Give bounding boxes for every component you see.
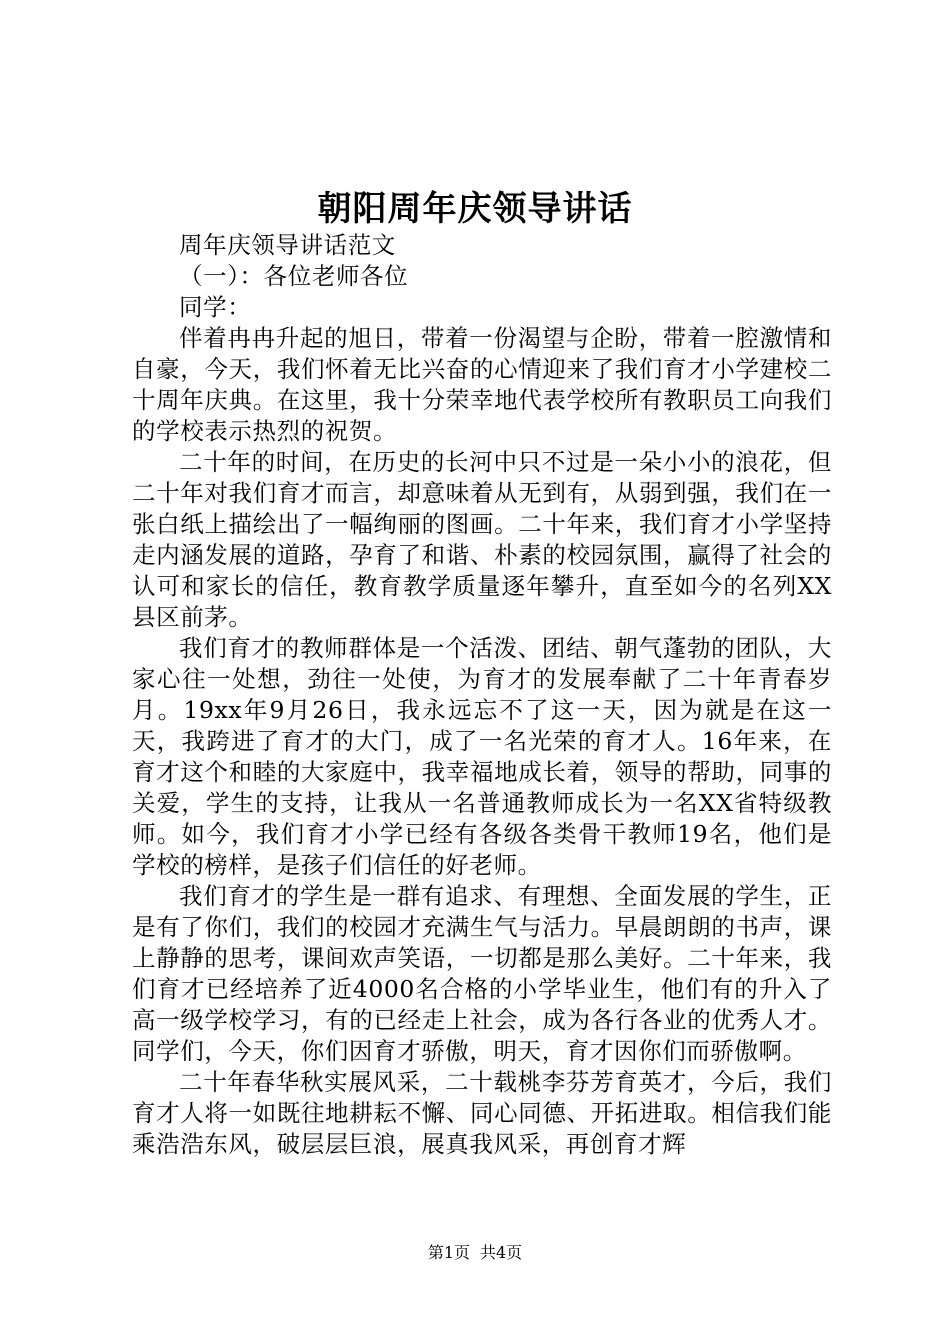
paragraph: 二十年春华秋实展风采，二十载桃李芬芳育英才，今后，我们育才人将一如既往地耕耘不懈、同心同德、开拓进取。相信我们能乘浩浩东风，破层层巨浪，展真我风采，再创育才辉 xyxy=(132,1068,832,1158)
paragraph: 周年庆领导讲话范文 xyxy=(179,231,396,259)
paragraph: 我们育才的学生是一群有追求、有理想、全面发展的学生，正是有了你们，我们的校园才充满生气与活力。早晨朗朗的书声，课上静静的思考，课间欢声笑语，一切都是那么美好。二十年来，我们育才已经培养了近4000名合格的小学毕业生，他们有的升入了高一级学校学习，有的已经走上社会，成为各行各业的优秀人才。同学们，今天，你们因育才骄傲，明天，育才因你们而骄傲啊。 xyxy=(132,882,832,1065)
document-title: 朝阳周年庆领导讲话 xyxy=(317,189,633,229)
page-footer xyxy=(0,1242,950,1264)
paragraph: 伴着冉冉升起的旭日，带着一份渴望与企盼，带着一腔激情和自豪，今天，我们怀着无比兴奋的心情迎来了我们育才小学建校二十周年庆典。在这里，我十分荣幸地代表学校所有教职员工向我们的学校表示热烈的祝贺。 xyxy=(132,324,832,445)
paragraph: 同学： xyxy=(179,293,252,321)
document-body xyxy=(132,230,832,1160)
paragraph: 我们育才的教师群体是一个活泼、团结、朝气蓬勃的团队，大家心往一处想，劲往一处使，为育才的发展奉献了二十年青春岁月。19xx年9月26日，我永远忘不了这一天，因为就是在这一天，我跨进了育才的大门，成了一名光荣的育才人。16年来，在育才这个和睦的大家庭中，我幸福地成长着，领导的帮助，同事的关爱，学生的支持，让我从一名普通教师成长为一名XX省特级教师。如今，我们育才小学已经有各级各类骨干教师19名，他们是学校的榜样，是孩子们信任的好老师。 xyxy=(132,634,832,879)
page-total: 共4页 xyxy=(480,1243,523,1262)
page-number: 第1页 xyxy=(427,1243,470,1262)
paragraph: 二十年的时间，在历史的长河中只不过是一朵小小的浪花，但二十年对我们育才而言，却意味着从无到有，从弱到强，我们在一张白纸上描绘出了一幅绚丽的图画。二十年来，我们育才小学坚持走内涵发展的道路，孕育了和谐、朴素的校园氛围，赢得了社会的认可和家长的信任，教育教学质量逐年攀升，直至如今的名列XX县区前茅。 xyxy=(132,448,832,631)
paragraph: （一）：各位老师各位 xyxy=(179,262,409,290)
